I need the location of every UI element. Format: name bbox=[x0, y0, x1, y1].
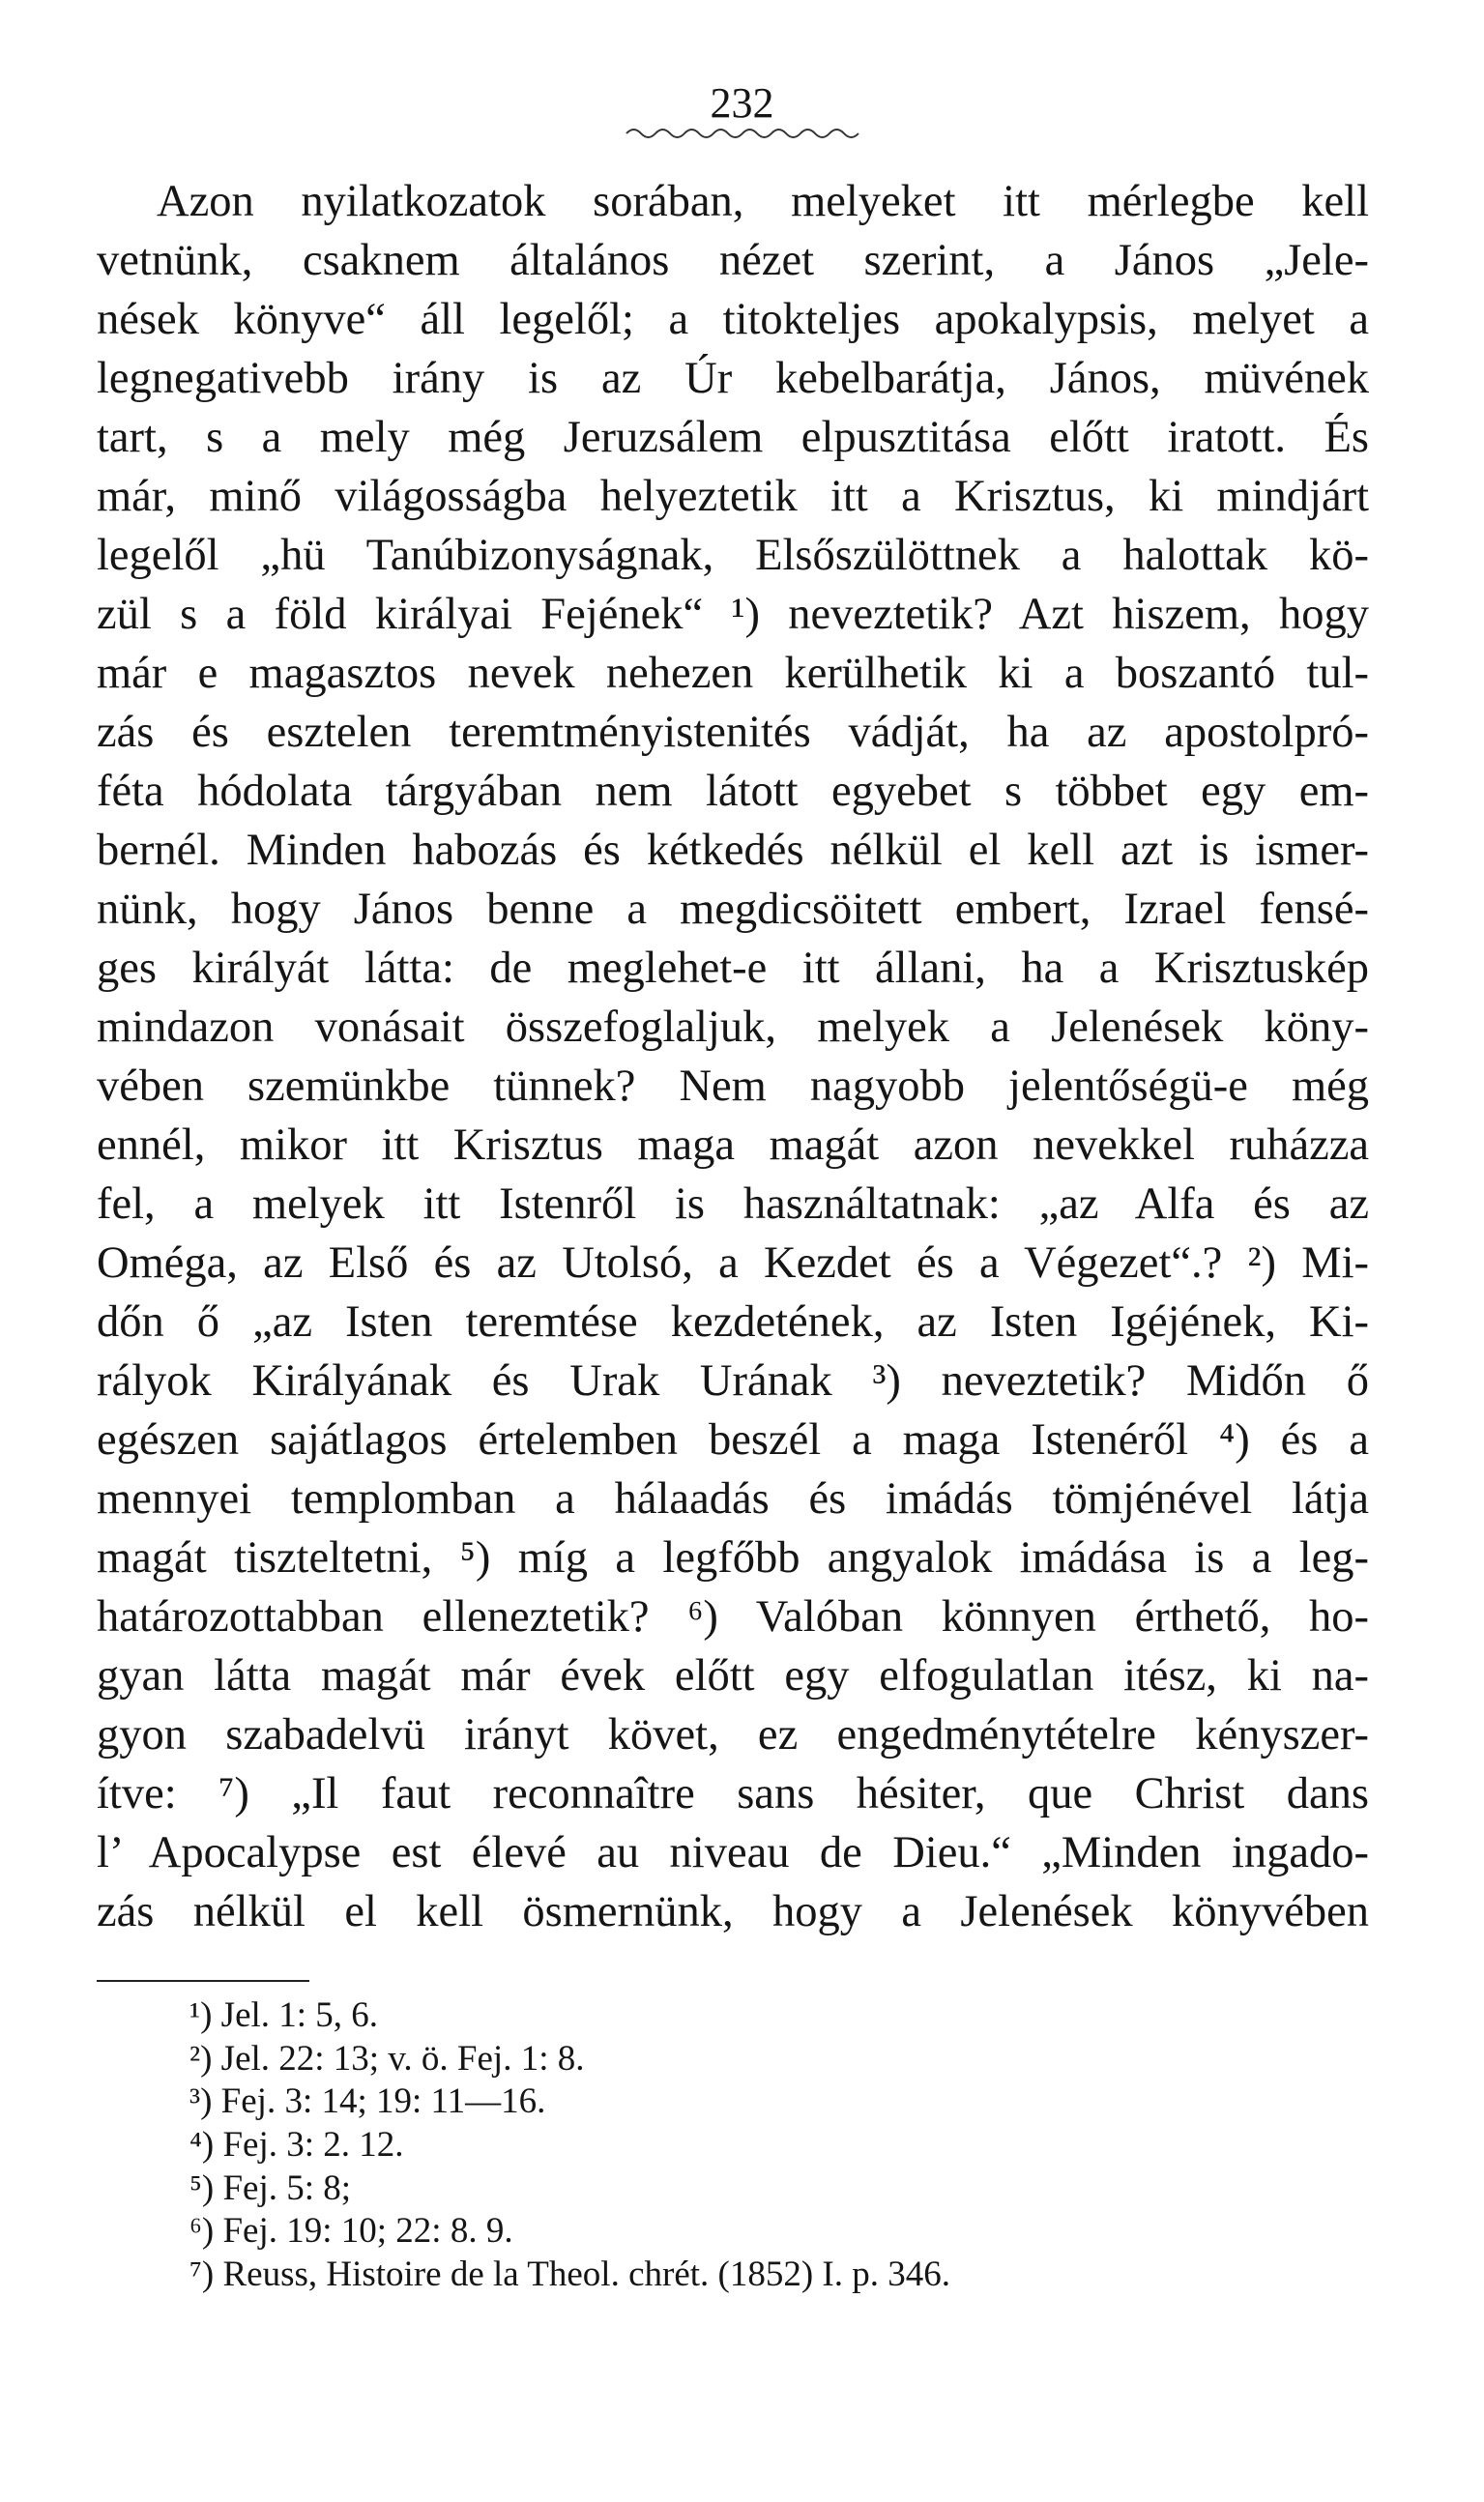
footnote: ¹) Jel. 1: 5, 6. bbox=[189, 1995, 379, 2035]
footnote: ⁴) Fej. 3: 2. 12. bbox=[189, 2125, 404, 2166]
text-line: ítve: ⁷) „Il faut reconnaître sans hésiter, que Christ dans bbox=[97, 1769, 1369, 1818]
text-line: nések könyve“ áll legelől; a titokteljes apokalypsis, melyet a bbox=[97, 295, 1369, 344]
text-line: zás és esztelen teremtményistenités vádját, ha az apostolpró- bbox=[97, 708, 1369, 757]
text-line: ennél, mikor itt Krisztus maga magát azon nevekkel ruházza bbox=[97, 1120, 1369, 1170]
text-line: nünk, hogy János benne a megdicsöitett embert, Izrael fensé- bbox=[97, 885, 1369, 934]
text-line: gyan látta magát már évek előtt egy elfogulatlan itész, ki na- bbox=[97, 1651, 1369, 1701]
footnotes bbox=[189, 1994, 1253, 2297]
text-line: legelől „hü Tanúbizonyságnak, Elsőszülöttnek a halottak kö- bbox=[97, 531, 1369, 580]
text-line: bernél. Minden habozás és kétkedés nélkül el kell azt is ismer- bbox=[97, 826, 1369, 875]
text-line: féta hódolata tárgyában nem látott egyebet s többet egy em- bbox=[97, 767, 1369, 816]
text-line: tart, s a mely még Jeruzsálem elpusztitása előtt iratott. És bbox=[97, 413, 1369, 462]
text-line: már e magasztos nevek nehezen kerülhetik ki a boszantó tul- bbox=[97, 649, 1369, 698]
text-line: már, minő világosságba helyeztetik itt a Krisztus, ki mindjárt bbox=[97, 472, 1369, 521]
text-line: zül s a föld királyai Fejének“ ¹) neveztetik? Azt hiszem, hogy bbox=[97, 590, 1369, 639]
text-line: mennyei templomban a hálaadás és imádás tömjénével látja bbox=[97, 1474, 1369, 1524]
body-text bbox=[97, 172, 1369, 1941]
text-line: legnegativebb irány is az Úr kebelbarátja, János, müvének bbox=[97, 354, 1369, 403]
text-line: határozottabban elleneztetik? ⁶) Valóban könnyen érthető, ho- bbox=[97, 1592, 1369, 1642]
text-line: vében szemünkbe tünnek? Nem nagyobb jelentőségü-e még bbox=[97, 1062, 1369, 1111]
text-line: fel, a melyek itt Istenről is használtatnak: „az Alfa és az bbox=[97, 1179, 1369, 1229]
text-line: magát tiszteltetni, ⁵) míg a legfőbb angyalok imádása is a leg- bbox=[97, 1533, 1369, 1583]
footnote: ³) Fej. 3: 14; 19: 11—16. bbox=[189, 2081, 546, 2122]
footnote: ⁵) Fej. 5: 8; bbox=[189, 2167, 352, 2208]
wavy-ornament-icon bbox=[625, 124, 860, 143]
footnote: ²) Jel. 22: 13; v. ö. Fej. 1: 8. bbox=[189, 2038, 585, 2079]
text-line: rályok Királyának és Urak Urának ³) neveztetik? Midőn ő bbox=[97, 1356, 1369, 1406]
page-number-ornament bbox=[0, 124, 1484, 143]
text-line: egészen sajátlagos értelemben beszél a maga Istenéről ⁴) és a bbox=[97, 1415, 1369, 1465]
text-line: vetnünk, csaknem általános nézet szerint, a János „Jele- bbox=[97, 236, 1369, 285]
page-number: 232 bbox=[710, 79, 774, 127]
text-line: dőn ő „az Isten teremtése kezdetének, az Isten Igéjének, Ki- bbox=[97, 1297, 1369, 1347]
text-line: l’ Apocalypse est élevé au niveau de Dieu.“ „Minden ingado- bbox=[97, 1828, 1369, 1877]
footnote: ⁷) Reuss, Histoire de la Theol. chrét. (1852) I. p. 346. bbox=[189, 2255, 950, 2295]
text-line: zás nélkül el kell ösmernünk, hogy a Jelenések könyvében bbox=[97, 1887, 1369, 1936]
text-line: ges királyát látta: de meglehet-e itt állani, ha a Krisztuskép bbox=[97, 944, 1369, 993]
footnote-divider bbox=[97, 1980, 309, 1982]
text-line: Azon nyilatkozatok sorában, melyeket itt mérlegbe kell bbox=[157, 177, 1369, 226]
text-line: gyon szabadelvü irányt követ, ez engedménytételre kényszer- bbox=[97, 1710, 1369, 1760]
footnote: ⁶) Fej. 19: 10; 22: 8. 9. bbox=[189, 2211, 513, 2252]
text-line: Oméga, az Első és az Utolsó, a Kezdet és a Végezet“.? ²) Mi- bbox=[97, 1238, 1369, 1288]
text-line: mindazon vonásait összefoglaljuk, melyek a Jelenések köny- bbox=[97, 1003, 1369, 1052]
